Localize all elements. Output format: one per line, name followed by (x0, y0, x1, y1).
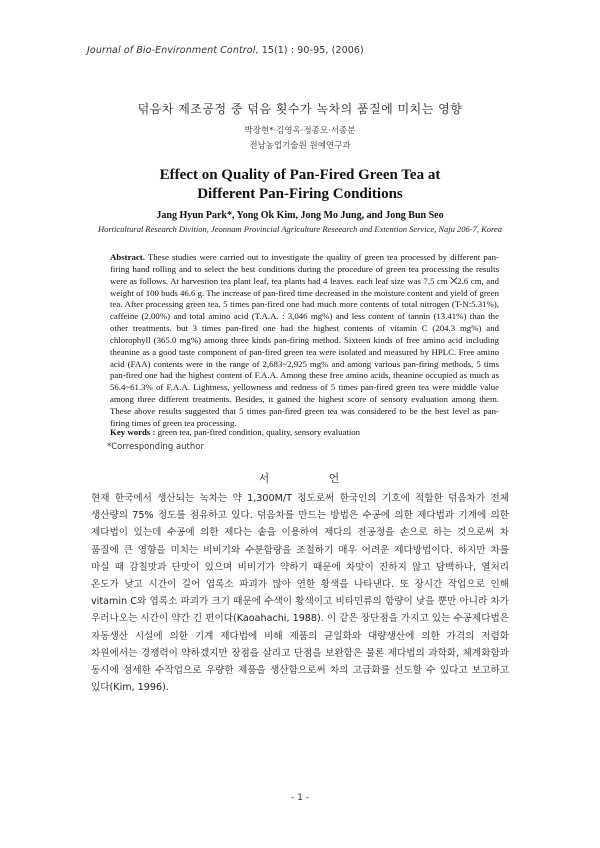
korean-title: 덖음차 제조공정 중 덖음 횟수가 녹차의 품질에 미치는 영향 (137, 102, 463, 116)
body-line: 있다(Kim, 1996). (91, 682, 169, 694)
korean-authors: 박장현*·김영옥·정종모·서종분 (244, 126, 356, 136)
english-title-line-2: Different Pan-Firing Conditions (197, 186, 403, 202)
section-heading-introduction (0, 470, 600, 486)
section-heading-char-1: 서 (258, 472, 272, 485)
keywords (110, 427, 499, 437)
body-line: 생산량의 75% 정도를 점유하고 있다. 덖음차를 만드는 방법은 수공에 의한 제다법과 기계에 의한 (91, 510, 509, 522)
body-line: 차원에서는 경쟁력이 약하겠지만 장점을 살리고 단점을 보완함은 물론 제다법의 과학화, 체계화함과 (91, 647, 509, 659)
section-heading-char-2: 언 (328, 472, 342, 485)
english-affiliation: Horticultural Research Divition, Jeonnam Provincial Agriculture Reseearch and Extention Service, Naju 206-7, Korea (97, 224, 503, 234)
english-authors: Jang Hyun Park*, Yong Ok Kim, Jong Mo Jung, and Jong Bun Seo (156, 210, 444, 221)
journal-header (87, 45, 364, 56)
body-line: 우러나오는 시간이 약간 긴 편이다(Kaoahachi, 1988). 이 같은 장단점을 가지고 있는 수공제다법은 (91, 613, 509, 625)
keywords-text: green tea, pan-fired condition, quality, sensory evaluation (157, 427, 361, 437)
keywords-label: Key words : (110, 427, 156, 437)
introduction-body (91, 490, 509, 696)
abstract (110, 252, 499, 430)
abstract-label: Abstract. (110, 252, 145, 262)
page-number: - 1 - (291, 793, 309, 803)
body-line: 현재 한국에서 생산되는 녹차는 약 1,300M/T 정도로써 한국인의 기호에 적합한 덖음차가 전체 (91, 493, 509, 504)
body-line: 온도가 낮고 시간이 길어 엽록소 파괴가 많아 연한 황색을 나타낸다. 또 장시간 작업으로 인해 (91, 579, 509, 591)
body-line: vitamin C와 엽록소 파괴가 크기 때문에 수색이 황색이고 비타민류의 함량이 낮을 뿐만 아니라 차가 (91, 596, 509, 608)
abstract-text: These studies were carried out to investigate the quality of green tea processed by different pan-firing hand rolling and to select the best conditions during the procedure of green tea processing the results were as follows. At harvestion tea plant leaf, tea plants had 4 leaves. each leaf size was 7.5 cm ⨉2.6 cm, and weight of 100 buds 46.6 g. The increase of pan-fired time decreased in the moisture content and yield of green tea. After processing green tea, 5 times pan-fired one had much more contents of total nitrogen (T-N:5.31%), caffeine (2.00%) and total amino acid (T.A.A. : 3,046 mg%) and less content of tannin (13.41%) than the other treatments. but 3 times pan-fired one had the highest contents of vitamin C (204.3 mg%) and chlorophyll (365.0 mg%) among three kinds pan-firing method. Sixteen kinds of free amino acid including theanine as a good taste component of pan-fired green tea were isolated and measured by HPLC. Free amino acid (FAA) contents were in the range of 2,683~2,925 mg% and among various pan-firing methods, 5 tims pan-fired one had the highest content of F.A.A. Among these free amino acids, theanine occupied as much as 56.4~61.3% of F.A.A. Lightness, yellowness and redness of 5 times pan-fired green tea were middle value among three different treatments. Besides, it gained the highest score of sensory evaluation among them. These above results suggested that 5 times pan-fired green tea was considered to be the best level as pan-firing times of green tea processing. (110, 252, 499, 428)
english-title (0, 166, 600, 204)
english-title-line-1: Effect on Quality of Pan-Fired Green Tea at (159, 167, 441, 183)
body-line: 제다법이 있는데 수공에 의한 제다는 솥을 이용하여 제다의 전공정을 손으로 하는 것으로써 차 (91, 527, 509, 539)
body-line: 품질에 큰 영향을 미치는 비비기와 수분함량을 조절하기 매우 어려운 제다방법이다. 하지만 차를 (91, 544, 509, 556)
body-line: 자동생산 시설에 의한 기계 제다법에 비해 제품의 균일화와 대량생산에 의한 가격의 저렴화 (91, 630, 509, 642)
journal-issue: , 15(1) : 90-95, (2006) (255, 45, 364, 56)
corresponding-author-note: *Corresponding author (107, 442, 204, 452)
journal-name: Journal of Bio-Environment Control (87, 45, 256, 56)
body-line: 동시에 섬세한 수작업으로 우량한 제품을 생산함으로써 차의 고급화를 선도할 수 있다고 보고하고 (91, 665, 509, 677)
korean-affiliation: 전남농업기술원 원예연구과 (249, 141, 351, 151)
body-line: 마실 때 감칠맛과 단맛이 있으며 비비기가 약하기 때문에 차맛이 진하지 않고 담백하나, 열처리 (91, 561, 509, 573)
